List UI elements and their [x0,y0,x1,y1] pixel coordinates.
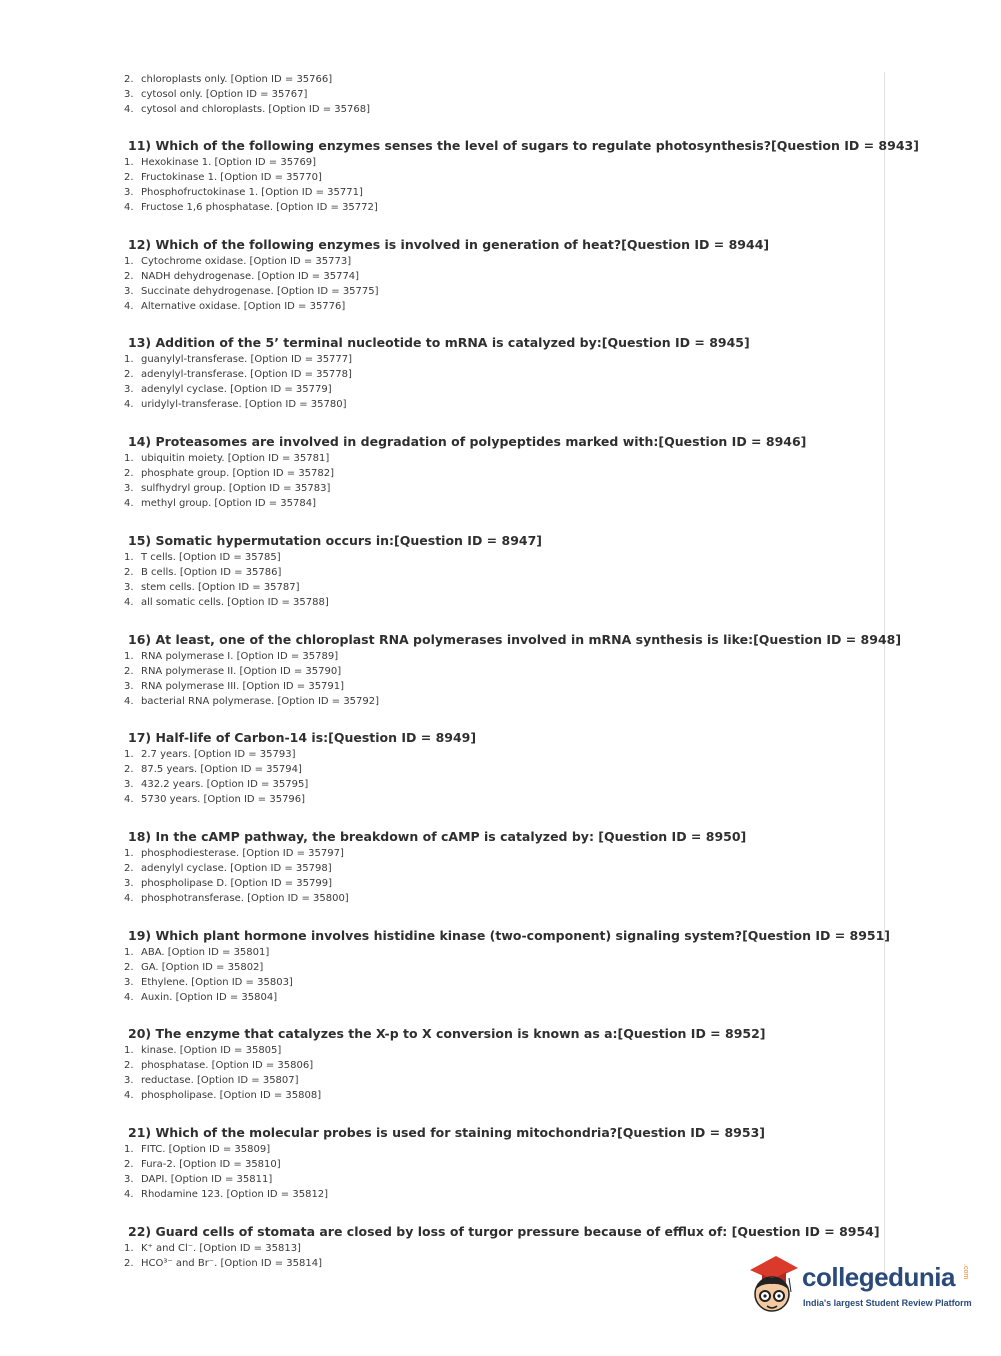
option-text: cytosol only. [Option ID = 35767] [141,89,308,100]
option-number: 3. [124,1174,134,1185]
option-number: 2. [124,567,134,578]
option-item [124,876,349,891]
option-number: 3. [124,977,134,988]
question-title: 18) In the cAMP pathway, the breakdown of cAMP is catalyzed by: [Question ID = 8950] [128,829,747,844]
option-text: phosphotransferase. [Option ID = 35800] [141,893,349,904]
option-item [124,777,308,792]
option-item [124,792,308,807]
question-title: 22) Guard cells of stomata are closed by loss of turgor pressure because of efflux of: [Question ID = 8954] [128,1224,880,1239]
option-list [124,254,379,314]
option-number: 3. [124,89,134,100]
option-text: Phosphofructokinase 1. [Option ID = 35771] [141,187,363,198]
question-title: 11) Which of the following enzymes senses the level of sugars to regulate photosynthesis?[Question ID = 8943] [128,138,919,153]
option-text: Succinate dehydrogenase. [Option ID = 35775] [141,286,379,297]
option-list [124,451,334,511]
option-number: 1. [124,848,134,859]
option-item [124,269,379,284]
option-number: 4. [124,1189,134,1200]
option-number: 4. [124,794,134,805]
option-text: reductase. [Option ID = 35807] [141,1075,299,1086]
option-number: 1. [124,157,134,168]
option-number: 1. [124,651,134,662]
option-text: 87.5 years. [Option ID = 35794] [141,764,302,775]
option-text: adenylyl cyclase. [Option ID = 35779] [141,384,332,395]
option-text: Fura-2. [Option ID = 35810] [141,1159,281,1170]
option-number: 3. [124,1075,134,1086]
option-text: Rhodamine 123. [Option ID = 35812] [141,1189,329,1200]
option-list [124,846,349,906]
option-number: 4. [124,893,134,904]
option-item [124,200,378,215]
option-text: phosphodiesterase. [Option ID = 35797] [141,848,344,859]
option-number: 4. [124,696,134,707]
option-number: 2. [124,172,134,183]
option-text: 2.7 years. [Option ID = 35793] [141,749,296,760]
option-text: phosphatase. [Option ID = 35806] [141,1060,314,1071]
option-number: 1. [124,552,134,563]
option-text: 432.2 years. [Option ID = 35795] [141,779,309,790]
mascot-icon [742,1250,802,1320]
option-item [124,1043,321,1058]
option-item [124,466,334,481]
option-number: 2. [124,863,134,874]
option-text: adenylyl-transferase. [Option ID = 35778] [141,369,352,380]
option-text: all somatic cells. [Option ID = 35788] [141,597,329,608]
option-text: cytosol and chloroplasts. [Option ID = 35768] [141,104,370,115]
question-title: 14) Proteasomes are involved in degradation of polypeptides marked with:[Question ID = 8946] [128,434,807,449]
option-text: RNA polymerase II. [Option ID = 35790] [141,666,342,677]
option-text: Fructokinase 1. [Option ID = 35770] [141,172,322,183]
option-text: 5730 years. [Option ID = 35796] [141,794,306,805]
option-item [124,481,334,496]
option-text: methyl group. [Option ID = 35784] [141,498,316,509]
option-item [124,1256,322,1271]
option-text: RNA polymerase III. [Option ID = 35791] [141,681,345,692]
option-item [124,496,334,511]
option-number: 3. [124,779,134,790]
option-item [124,1157,328,1172]
option-item [124,762,308,777]
option-text: HCO³⁻ and Br⁻. [Option ID = 35814] [141,1258,322,1269]
collegedunia-logo[interactable] [742,1250,982,1320]
option-number: 1. [124,1045,134,1056]
option-item [124,1241,322,1256]
option-list [124,1241,322,1271]
option-list [124,1142,328,1202]
option-text: stem cells. [Option ID = 35787] [141,582,300,593]
option-number: 2. [124,1159,134,1170]
option-text: Ethylene. [Option ID = 35803] [141,977,293,988]
option-list [124,945,293,1005]
option-number: 2. [124,1258,134,1269]
option-text: K⁺ and Cl⁻. [Option ID = 35813] [141,1243,301,1254]
option-number: 2. [124,468,134,479]
question-title: 16) At least, one of the chloroplast RNA polymerases involved in mRNA synthesis is like:[Question ID = 8948] [128,632,902,647]
option-item [124,367,352,382]
option-list [124,1043,321,1103]
option-number: 2. [124,764,134,775]
option-text: guanylyl-transferase. [Option ID = 35777] [141,354,353,365]
option-item [124,1187,328,1202]
option-number: 4. [124,597,134,608]
brand-domain: .com [962,1264,969,1280]
option-number: 3. [124,878,134,889]
option-item [124,1088,321,1103]
option-text: Auxin. [Option ID = 35804] [141,992,278,1003]
option-list [124,747,308,807]
option-number: 4. [124,301,134,312]
option-text: DAPI. [Option ID = 35811] [141,1174,273,1185]
option-item [124,155,378,170]
option-number: 4. [124,104,134,115]
option-item [124,87,370,102]
option-number: 3. [124,483,134,494]
option-item [124,861,349,876]
question-title: 12) Which of the following enzymes is involved in generation of heat?[Question ID = 8944] [128,237,770,252]
option-item [124,352,352,367]
option-item [124,580,329,595]
option-item [124,72,370,87]
option-item [124,975,293,990]
option-number: 4. [124,399,134,410]
option-text: sulfhydryl group. [Option ID = 35783] [141,483,331,494]
option-item [124,1172,328,1187]
option-number: 2. [124,962,134,973]
option-number: 1. [124,947,134,958]
option-number: 3. [124,286,134,297]
option-item [124,284,379,299]
brand-tagline: India's largest Student Review Platform [803,1298,972,1308]
option-item [124,679,379,694]
option-item [124,451,334,466]
question-title: 20) The enzyme that catalyzes the X-p to X conversion is known as a:[Question ID = 8952] [128,1026,766,1041]
option-text: NADH dehydrogenase. [Option ID = 35774] [141,271,360,282]
option-item [124,891,349,906]
option-number: 2. [124,74,134,85]
option-item [124,990,293,1005]
option-text: ubiquitin moiety. [Option ID = 35781] [141,453,330,464]
option-text: Alternative oxidase. [Option ID = 35776] [141,301,346,312]
question-title: 19) Which plant hormone involves histidine kinase (two-component) signaling system?[Question ID = 8951] [128,928,891,943]
option-number: 3. [124,384,134,395]
question-title: 21) Which of the molecular probes is used for staining mitochondria?[Question ID = 8953] [128,1125,765,1140]
option-item [124,649,379,664]
option-number: 1. [124,453,134,464]
option-text: T cells. [Option ID = 35785] [141,552,281,563]
option-number: 1. [124,1243,134,1254]
intro-option-list [124,72,370,117]
option-item [124,945,293,960]
option-item [124,565,329,580]
option-text: phospholipase. [Option ID = 35808] [141,1090,322,1101]
option-number: 3. [124,187,134,198]
option-number: 4. [124,992,134,1003]
option-item [124,102,370,117]
option-number: 2. [124,271,134,282]
option-list [124,155,378,215]
option-number: 3. [124,582,134,593]
option-item [124,747,308,762]
question-title: 13) Addition of the 5’ terminal nucleotide to mRNA is catalyzed by:[Question ID = 8945] [128,335,750,350]
option-text: Cytochrome oxidase. [Option ID = 35773] [141,256,352,267]
brand-name: collegedunia [802,1262,955,1292]
option-text: kinase. [Option ID = 35805] [141,1045,282,1056]
option-text: GA. [Option ID = 35802] [141,962,264,973]
page-border-line [884,72,885,1282]
option-number: 4. [124,1090,134,1101]
option-number: 4. [124,202,134,213]
option-number: 1. [124,749,134,760]
option-list [124,550,329,610]
option-text: phosphate group. [Option ID = 35782] [141,468,335,479]
option-text: RNA polymerase I. [Option ID = 35789] [141,651,339,662]
option-number: 1. [124,256,134,267]
option-item [124,170,378,185]
option-text: chloroplasts only. [Option ID = 35766] [141,74,333,85]
question-title: 17) Half-life of Carbon-14 is:[Question ID = 8949] [128,730,477,745]
option-item [124,382,352,397]
option-text: bacterial RNA polymerase. [Option ID = 35792] [141,696,380,707]
option-item [124,299,379,314]
option-item [124,960,293,975]
option-text: uridylyl-transferase. [Option ID = 35780] [141,399,347,410]
option-text: B cells. [Option ID = 35786] [141,567,282,578]
option-item [124,595,329,610]
question-title: 15) Somatic hypermutation occurs in:[Question ID = 8947] [128,533,543,548]
option-number: 1. [124,354,134,365]
option-item [124,846,349,861]
option-item [124,1073,321,1088]
option-item [124,185,378,200]
option-number: 2. [124,666,134,677]
option-text: ABA. [Option ID = 35801] [141,947,270,958]
option-text: Hexokinase 1. [Option ID = 35769] [141,157,317,168]
option-number: 2. [124,369,134,380]
option-list [124,352,352,412]
option-item [124,664,379,679]
option-item [124,254,379,269]
option-number: 2. [124,1060,134,1071]
option-text: adenylyl cyclase. [Option ID = 35798] [141,863,332,874]
option-item [124,397,352,412]
option-number: 4. [124,498,134,509]
option-list [124,649,379,709]
option-item [124,550,329,565]
option-item [124,1058,321,1073]
option-item [124,694,379,709]
option-number: 1. [124,1144,134,1155]
option-text: phospholipase D. [Option ID = 35799] [141,878,333,889]
option-item [124,1142,328,1157]
option-number: 3. [124,681,134,692]
option-text: FITC. [Option ID = 35809] [141,1144,271,1155]
option-text: Fructose 1,6 phosphatase. [Option ID = 35772] [141,202,378,213]
